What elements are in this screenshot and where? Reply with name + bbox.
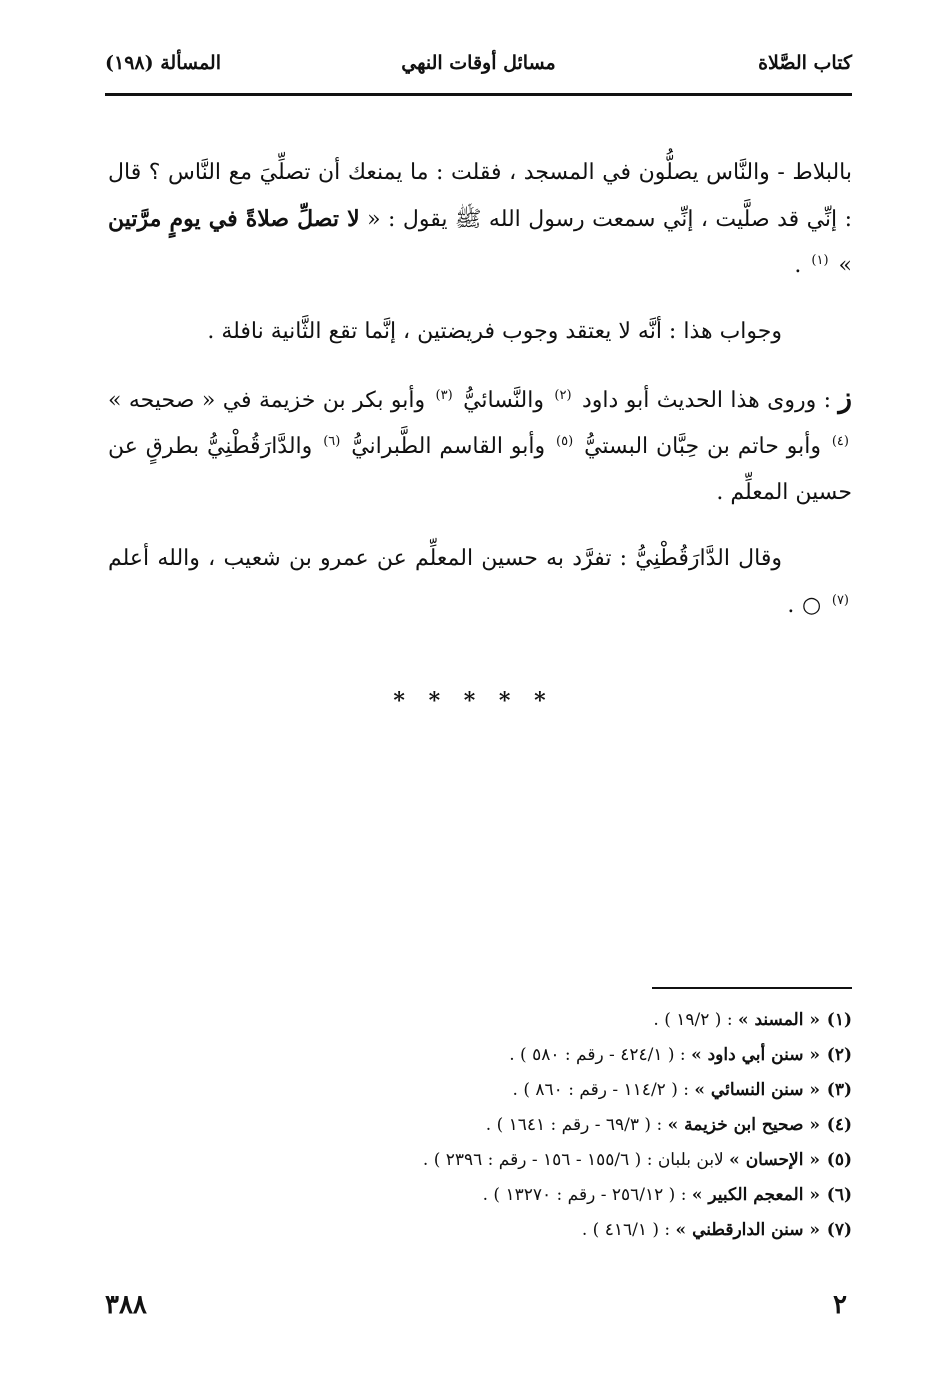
footnotes — [92, 1003, 852, 1248]
footnote-item: (٧)« سنن الدارقطني » : ( ٤١٦/١ ) . — [92, 1213, 852, 1248]
footnote-number: (٧) — [826, 1220, 852, 1240]
footnote-number: (٣) — [826, 1080, 852, 1100]
footnote-item: (٥)« الإحسان » لابن بلبان : ( ١٥٥/٦ - ١٥٦ - رقم : ٢٣٩٦ ) . — [92, 1143, 852, 1178]
footnote-ref: (١) — [811, 252, 829, 268]
footnote-number: (٥) — [826, 1150, 852, 1170]
footnote-item: (٣)« سنن النسائي » : ( ١١٤/٢ - رقم : ٨٦٠ ) . — [92, 1073, 852, 1108]
paragraph-takhrij: ز : وروى هذا الحديث أبو داود $^{(٢)}$ والنَّسائيُّ $^{(٣)}$ وأبو بكر بن خزيمة في « صحيحه » $^{(٤)}$ وأبو حاتم بن حِبَّان البستيُّ $^{(٥)}$ وأبو القاسم الطَّبرانيُّ $^{(٦)}$ والدَّارَقُطْنِيُّ بطرقٍ عن حسين المعلِّم . — [108, 381, 852, 505]
footnote-ref: (٣) — [435, 387, 453, 403]
footnote-ref: (٦) — [323, 433, 341, 449]
footnote-number: (١) — [826, 1010, 852, 1030]
footnote-rule — [652, 987, 852, 989]
paragraph-conclusion: وقال الدَّارَقُطْنِيُّ : تفرَّد به حسين المعلِّم عن عمرو بن شعيب ، والله أعلم $^{(٧)}$ ○ . — [108, 546, 849, 618]
footnote-ref: (٥) — [556, 433, 574, 449]
footnote-number: (٦) — [826, 1185, 852, 1205]
page-number: ٣٨٨ — [105, 1290, 147, 1320]
book-title: كتاب الصَّلاة — [758, 52, 852, 74]
hadith-quote: لا تصلِّ صلاةً في يومٍ مرَّتين — [108, 206, 360, 232]
running-header — [105, 48, 852, 88]
chapter-title: مسائل أوقات النهي — [401, 52, 556, 74]
footnote-item: (١)« المسند » : ( ١٩/٢ ) . — [92, 1003, 852, 1038]
main-text — [108, 150, 852, 649]
footnote-item: (٦)« المعجم الكبير » : ( ٢٥٦/١٢ - رقم : ١٣٢٧٠ ) . — [92, 1178, 852, 1213]
paragraph-answer: وجواب هذا : أنَّه لا يعتقد وجوب فريضتين ، إنَّما تقع الثَّانية نافلة . — [207, 319, 782, 344]
zay-mark: ز — [838, 381, 852, 414]
header-rule — [105, 93, 852, 96]
footnote-number: (٢) — [826, 1045, 852, 1065]
issue-number: المسألة (١٩٨) — [105, 52, 221, 74]
footnote-item: (٤)« صحيح ابن خزيمة » : ( ٦٩/٣ - رقم : ١٦٤١ ) . — [92, 1108, 852, 1143]
end-circle-mark: ○ — [794, 592, 829, 618]
footnote-item: (٢)« سنن أبي داود » : ( ٤٢٤/١ - رقم : ٥٨٠ ) . — [92, 1038, 852, 1073]
footnote-number: (٤) — [826, 1115, 852, 1135]
footnote-ref: (٢) — [554, 387, 572, 403]
volume-number: ٢ — [833, 1290, 847, 1320]
footnote-ref: (٧) — [831, 592, 849, 608]
footnote-ref: (٤) — [831, 433, 849, 449]
section-separator: * * * * * — [393, 688, 554, 714]
paragraph-hadith: بالبلاط - والنَّاس يصلُّون في المسجد ، فقلت : ما يمنعك أن تصلِّيَ مع النَّاس ؟ قال : إنِّي قد صلَّيت ، إنِّي سمعت رسول الله ﷺ يقول : « لا تصلِّ صلاةً في يومٍ مرَّتين » $^{(١)}$ . — [108, 160, 852, 278]
